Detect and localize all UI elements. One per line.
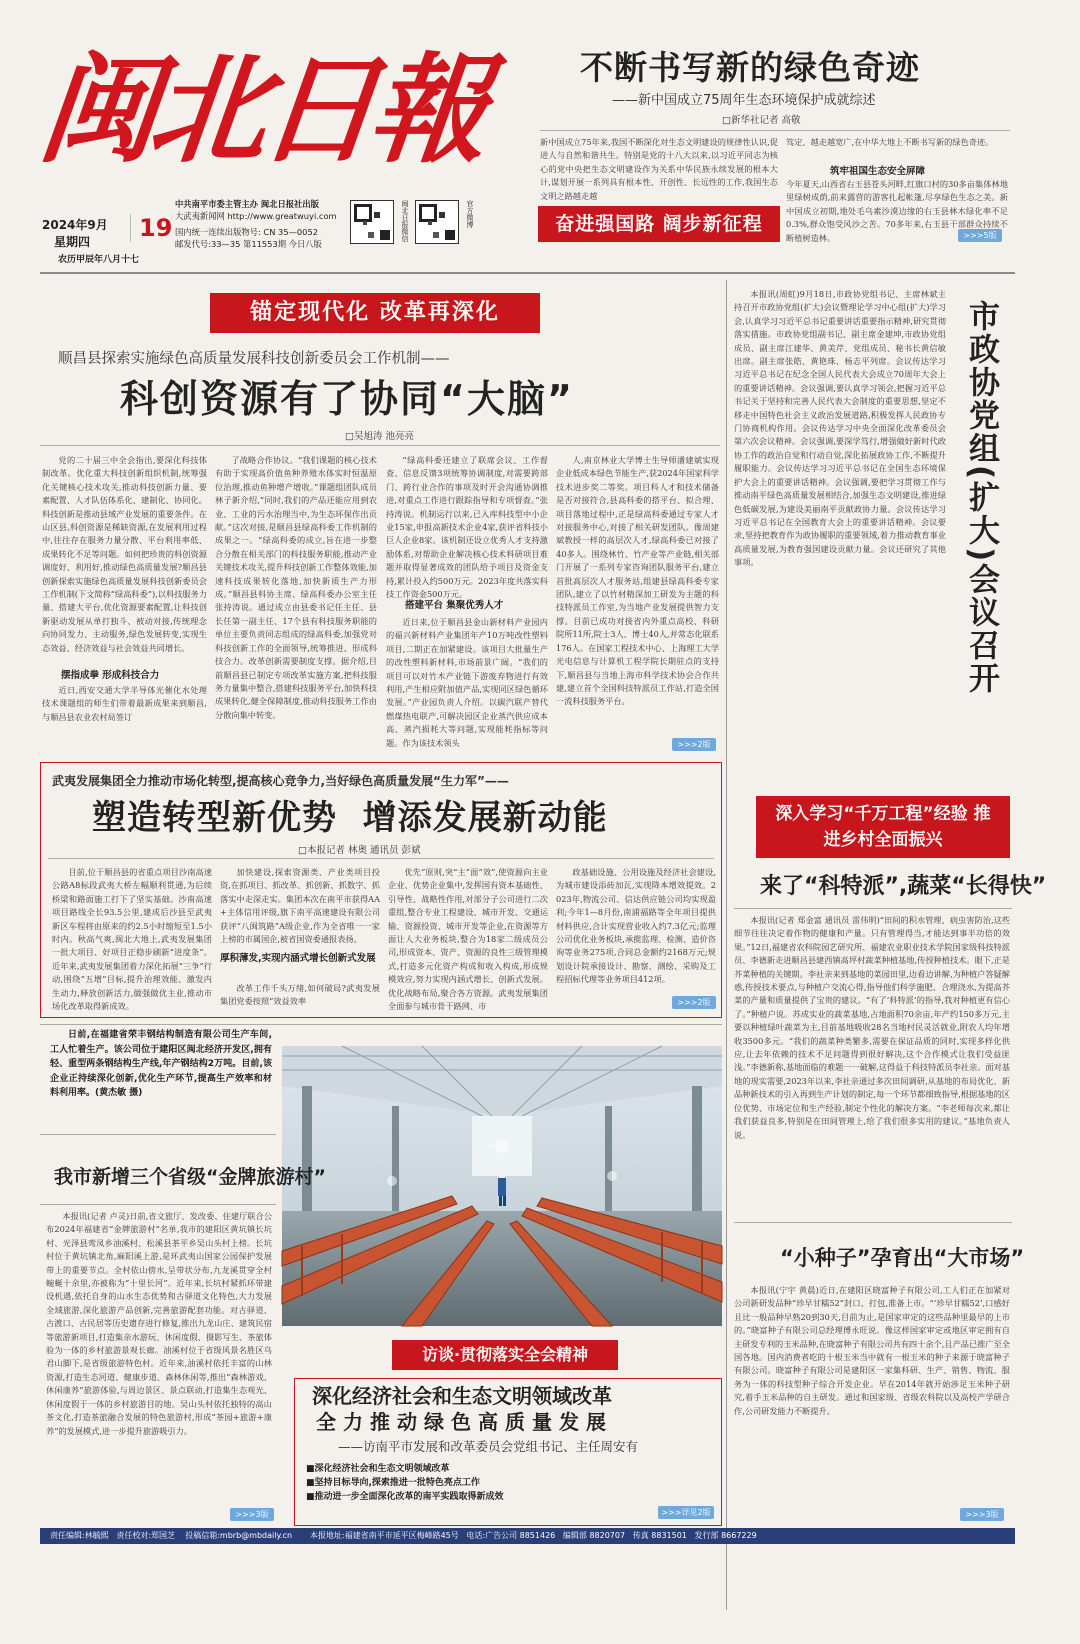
steel-factory-photo	[282, 1046, 722, 1326]
newspaper-name: 闽北日報	[32, 40, 488, 179]
seed-story-text	[734, 1284, 1010, 1502]
square-bullet-icon: ■	[306, 1464, 315, 1474]
wuyi-headline: 塑造转型新优势 增添发展新动能	[92, 798, 608, 838]
weibo-qr-label: 官方微博	[466, 200, 474, 228]
reform-col2	[215, 454, 377, 752]
top-story-col2b: 今年夏天,山西省右玉县苍头河畔,红旗口村的30多亩集体林地里绿树成荫,前来露营的游客扎起帐篷,尽享绿色生态之美。新中国成立初期,地处毛乌素沙漠边缘的右玉县林木绿化率不足0.3%,群众饱受风沙之苦。70多年来,右玉县干部群众持续不断植树造林。	[786, 179, 1008, 243]
interview-point-text: 坚持目标导向,探索推进一批特色亮点工作	[314, 1478, 480, 1488]
tourism-story-body: 本报讯(记者 卢灵)日前,省文旅厅、发改委、住建厅联合公布2024年福建省“金牌旅游村”名单,我市的建阳区黄坑镇长坑村、光泽县鸾凤乡油溪村、松溪县茶平乡吴山头村上榜。长坑村位于黄坑镇北角,麻阳溪上游,是环武夷山国家公园保护发展带上的重要节点。全村依山傍水,呈带状分布,九龙溪贯穿全村蜿蜒十余里,亦被称为“十里长河”。近年来,长坑村紧抓环带建设机遇,依托自身的山水生态优势和古驿道文化特色,大力发展全域旅游,深化旅游产品创新,完善旅游配套功能。对古驿道、古渡口、古民居等历史遗存进行修复,推出九龙山庄、建筑民宿等旅游新项目,打造集亲水游玩、休闲度假、摄影写生、茶旅体验为一体的乡村旅游景观长廊。油溪村位于省级风景名胜区乌君山脚下,是省级旅游特色村。近年来,油溪村依托丰富的山林资源,打造生态河道、健康步道、森林休闲等,推出“森林游戏、休闲康养”旅游体验,与周边景区、景点联动,打造集生态观光、休闲度假于一体的乡村旅游目的地。吴山头村依托独特的高山茶文化,打造茶旅融合发展的特色旅游村,形成“茶园+旅游+康养”的发展模式,进一步提升旅游吸引力。	[46, 1211, 272, 1436]
interview-subtitle: ——访南平市发展和改革委员会党组书记、主任周安有	[338, 1439, 639, 1454]
wuyi-byline-text: 本报记者 林奥 通讯员 彭斌	[306, 845, 421, 856]
square-bullet-icon: ■	[306, 1478, 315, 1488]
footer-proof: 责任校对:郑国芝	[116, 1531, 176, 1540]
wechat-qr-code[interactable]	[350, 200, 394, 244]
wuyi-col2b	[220, 982, 380, 1012]
top-headline: 不断书写新的绿色奇迹	[580, 48, 920, 87]
top-story-col2: 笃定、越走越宽广,在中华大地上不断书写新的绿色奇迹。	[786, 137, 994, 147]
seed-more-link[interactable]: >>>3版	[960, 1508, 1004, 1521]
publisher-info	[175, 198, 345, 250]
interview-point-text: 推动进一步全面深化改革的南平实践取得新成效	[314, 1492, 504, 1502]
interview-points	[306, 1462, 504, 1504]
byline-box-icon: □	[345, 431, 354, 442]
steel-caption-credit: (黄杰敏 摄)	[95, 1088, 143, 1098]
village-banner	[756, 796, 1010, 858]
reform-col3	[386, 454, 548, 600]
wuyi-more-link[interactable]: >>>2版	[672, 996, 716, 1009]
wuyi-col3	[388, 866, 548, 1012]
issue-date-block	[42, 200, 173, 266]
cpc-meeting-body: 本报讯(周虹)9月18日,市政协党组书记、主席林斌主持召开市政协党组(扩大)会议暨理论学习中心组(扩大)学习会,认真学习习近平总书记重要讲话重要指示精神,研究贯彻落实措施。市政协党组副书记、副主席金建坤,市政协党组成员、副主席江建华、黄美芹、党组成员、秘书长黄信敏出席。副主席张皓、黄艳珠、杨志平列席。会议传达学习习近平总书记在纪念全国人民代表大会成立70周年大会上的重要讲话精神。会议强调,要认真学习领会,把握习近平总书记关于坚持和完善人民代表大会制度的重要思想,坚定不移走中国特色社会主义政治发展道路,积极发挥人民政协专门协商机构作用。会议传达学习中央全面深化改革委员会第六次会议精神。会议强调,要深学笃行,增强做好新时代政协工作的政治自觉和行动自觉,深化拓展政协工作,不断提升履职能力。会议传达学习习近平总书记在全国生态环境保护大会上的重要讲话精神。会议强调,要把学习贯彻工作与推动南平绿色高质量发展相结合,加强生态文明建设,推进绿色低碳发展,为建设美丽南平贡献政协力量。会议传达学习习近平总书记在全国教育大会上的重要讲话精神。会议要求,坚持把教育作为政协履职的重要领域,着力推动教育事业高质量发展,为教育强国建设贡献力量。会议还研究了其他事项。	[734, 289, 946, 568]
interview-banner: 访谈·贯彻落实全会精神	[392, 1340, 618, 1370]
footer-address: 本报地址:福建省南平市延平区梅峰路45号	[309, 1531, 459, 1540]
issue-date: 2024年9月	[42, 218, 108, 232]
page-footer	[40, 1528, 1015, 1544]
reform-kicker: 顺昌县探索实施绿色高质量发展科技创新委员会工作机制——	[58, 351, 450, 367]
wechat-qr-label: 闽北日报微信	[401, 200, 409, 242]
wuyi-col2-text: 加快建设,探索资源类、产业类项目投资,在抓项目、抓改革、抓创新、抓数字、抓落实中走深走实。集团本次在南平市获得AA+主体信用评级,旗下南平高速建设有限公司获评“八闽筑路”A级企业,作为全省唯一一家上榜的市属国企,被省国资委通报表扬。	[220, 867, 380, 945]
cpc-meeting-headline: 市政协党组(扩大)会议召开	[963, 300, 999, 696]
wuyi-col3-text: 优先”原则,突“主”面“效”,使资源向主业企业、优势企业集中,发挥国有资本基础性、引导性、战略性作用,对部分子公司进行二次重组,整合专业工程建设、城市开发、交通运输、资源投资、城市开发等企业,在资源等方面让人大业务板块,整合为18家二级成员公司,形成资本、资产、资源的良性三级管理模式,打造多元化资产构成和收入构成,形成规模效应,努力实现内涵式增长、创新式发展。优化战略布局,聚合各方资源。武夷发展集团全面参与城市骨干路网、市	[388, 867, 548, 1012]
reform-col2-text: 了战略合作协议。“我们课题的核心技术有助于实现高价值鱼种养殖水体实时恒温原位治理,推动鱼种增产增收。”课题组团队成员林子新介绍,“同时,我们的产品还能应用到农业、工业的污水治理当中,为生态环保作出贡献。”这次对接,是顺昌县绿高科委工作机制的成果之一。“绿高科委的成立,旨在进一步整合分散在相关部门的科技服务职能,推动产业关键技术攻关,提升科技创新工作整体效能,加速科技成果转化落地,加快新质生产力形成。”顺昌县科协主席、绿高科委办公室主任张持涛说。通过成立由县委书记任主任、县长任第一副主任、17个县有科技服务职能的单位主要负责同志组成的绿高科委,加强党对科技创新工作的全面领导,统筹推进、形成科技合力。改革创新需要制度支撑。据介绍,目前顺昌县已制定专项改革实施方案,把科技服务力量集中整合,搭建科技服务平台,加快科技成果转化,健全保障制度,推动科技服务工作由分散向集中转变。	[215, 455, 377, 720]
top-story-col1: 新中国成立75年来,我国不断深化对生态文明建设的规律性认识,促进人与自然和谐共生。特别是党的十八大以来,以习近平同志为核心的党中央把生态文明建设作为关系中华民族永续发展的根本大计,谋划开展一系列具有根本性、开创性、长远性的工作,我国生态文明之路越走越	[540, 137, 778, 201]
website-link[interactable]: 大武夷新闻网 http://www.greatwuyi.com	[175, 211, 337, 221]
top-byline-text: 新华社记者 高敬	[730, 115, 801, 126]
postal-code: 邮发代号:33—35 第11553期 今日八版	[175, 239, 322, 249]
top-story-subhead: 筑牢祖国生态安全屏障	[830, 166, 926, 177]
footer-fax: 传真 8831501	[632, 1531, 687, 1540]
seed-headline: “小种子”孕育出“大市场”	[780, 1246, 1025, 1270]
masthead-logo	[32, 40, 510, 185]
byline-box-icon: □	[722, 115, 731, 126]
reform-col1b-text: 近日,西安交通大学半导体光催化水处理技术课题组的师生们带着最新成果来到顺昌,与顺昌县农业农村局签订	[42, 685, 207, 722]
wuyi-byline	[298, 842, 421, 856]
sponsor-line: 中共南平市委主管主办 闽北日报社出版	[175, 199, 319, 209]
weibo-qr-code[interactable]	[415, 200, 459, 244]
village-headline: 来了“科特派”,蔬菜“长得快”	[760, 874, 1047, 899]
footer-email[interactable]: 投稿信箱:mbrb@mbdaily.cn	[185, 1531, 293, 1540]
lunar-date: 农历甲辰年八月十七	[58, 255, 140, 265]
reform-col3-text: “绿高科委还建立了联席会议、工作督查、信息反馈3项统筹协调制度,对需要跨部门、跨行业合作的事项及时开会沟通协调推进,对重点工作进行跟踪指导和专项督查。”张持涛说。机制运行以来,已入库科技型中小企业15家,申报高新技术企业4家,获评省科技小巨人企业8家。该机制还设立优秀人才支持激励体系,对帮助企业解决核心技术科研项目难题并取得显著成效的团队给予项目及资金支持,累计投入约500万元。2023年度共落实科技工作资金500万元。	[386, 455, 548, 600]
reform-col3b	[386, 616, 548, 752]
wuyi-col1	[52, 866, 212, 1012]
cpc-meeting-text	[734, 288, 946, 750]
steel-photo-caption	[50, 1028, 272, 1128]
interview-more-link[interactable]: >>>详见2版	[658, 1506, 714, 1519]
tourism-more-link[interactable]: >>>3版	[230, 1508, 274, 1521]
issue-weekday: 星期四	[54, 235, 91, 249]
wuyi-col1-text: 目前,位于顺昌县的省重点项目沙南高速公路A8标段武夷大桥左幅顺利贯通,为后续桥梁和路面施工打下了坚实基础。沙南高速项目路线全长93.5公里,建成后沙县至武夷新区车程将由原来的约2.5小时缩短至1.5小时内。秋高气爽,闽北大地上,武夷发展集团一批大项目、好项目正稳步刷新“进度条”。近年来,武夷发展集团着力深化拓展“三争”行动,围绕“五增”目标,提升治理效能、激发内生动力,释放创新活力,做强做优主业,推动市场化改革取得新成效。	[52, 867, 212, 1012]
village-banner-text: 深入学习“千万工程”经验 推进乡村全面振兴	[775, 804, 991, 850]
interview-point	[306, 1476, 504, 1490]
footer-phone: 电话:广告公司 8851426	[466, 1531, 556, 1540]
page-number: 19	[130, 214, 172, 242]
reform-col1b	[42, 684, 207, 752]
reform-subhead2: 搭建平台 集聚优秀人才	[405, 600, 504, 611]
wuyi-col2b-text: 改革工作千头万绪,如何破局?武夷发展集团党委按照“效益效率	[220, 983, 380, 1007]
wuyi-col4-text: 政基础设施、公用设施及经济社会建设,为城市建设添砖加瓦,实现降本增效提效。2023年,物流公司、信达供应链公司均实现盈利;今年1—8月份,南浦福路等全年项目提供材料供应,合计实现营业收入约7.3亿元;监理公司优化业务板块,承揽监理、检测、造价咨询等业务275项,合同总金额约2168万元;规划设计院承接设计、勘察、测绘、采购及工程招标代理等业务项目412项。	[556, 867, 716, 985]
top-byline	[722, 112, 801, 126]
top-story-more-link[interactable]: >>>5版	[958, 229, 1002, 242]
reform-more-link[interactable]: >>>2版	[672, 738, 716, 751]
reform-banner: 锚定现代化 改革再深化	[210, 293, 540, 333]
interview-headline-2: 全力推动绿色高质量发展	[316, 1410, 613, 1434]
reform-col3b-text: 近日来,位于顺昌县金山新材料产业园内的福兴新材料产业集团年产10万吨改性塑料项目,二期正在加紧建设。该项目大批量生产的改性塑料新材料,市场前景广阔。“我们的项目可以对竹木产业链下游废弃物进行有效利用,产生相应附加值产品,实现同区绿色循环发展。”产业园负责人介绍。以碳汽联产替代燃煤热电联产,可解决园区企业蒸汽供应成本高、蒸汽损耗大等问题,实现能耗指标等问题。作为该技术领头	[386, 617, 548, 748]
reform-col1-text: 党的二十届三中全会指出,要深化科技体制改革。优化重大科技创新组织机制,统筹强化关键核心技术攻关,推动科技创新力量、要素配置、人才队伍体系化、建制化、协同化。科技创新是推动县域产业发展的重要条件。在山区县,科创资源是稀缺资源,在发展利用过程中,往往存在服务力量分散、平台利用率低、成果转化不足等问题。如何把珍贵的科创资源调度好、利用好,推动绿色高质量发展?顺昌县创新探索实施绿色高质量发展科技创新委员会工作机制(下文简称“绿高科委”),以科技服务力量、搭建大平台,优化资源要素配置,让科技创新驱动发展从单打独斗、被动对接,传统理念向协同发力、主动服务,绿色发展转变,实现生态效益、经济效益与社会效益共同增长。	[42, 455, 207, 653]
byline-box-icon: □	[298, 845, 307, 856]
footer-edit-dept: 编辑部 8820707	[562, 1531, 626, 1540]
reform-col4-text: 人,南京林业大学博士生导师潘建斌实现企业低成本绿色节能生产,获2024年国家科学技术进步奖二等奖。项目科人才和技术储备是否对接符合,县高科委的搭平台、拟合理、项目落地过程中,正是绿高科委通过专家人才对接服务中心,对接了相关研发团队。像周建斌教授一样的高层次人才,绿高科委已对接了40多人。围绕林竹、竹产业等产业链,相关部门开展了一系列专家咨询团队服务平台,建立首批高层次人才服务站,组建县绿高科委专家团队,建立了以竹材精深加工研发为主题的科技特派员工作室,为当地产业发展提供智力支撑。目前已成功对接省内外重点高校、科研院所11所,院士3人、博士40人,并常态化联系176人。在国家工程技术中心、上海理工大学光电信息与计算机工程学院长期驻点的支持下,顺昌县与当地上海市科学技术协会合作共建,建立首个全国科技特派员工作站,打造全国一流科技服务平台。	[556, 455, 720, 707]
interview-point	[306, 1490, 504, 1504]
strong-nation-banner: 奋进强国路 阔步新征程	[538, 206, 780, 242]
wuyi-col2	[220, 866, 380, 948]
footer-editor: 责任编辑:林毓熙	[50, 1531, 109, 1540]
interview-headline-1: 深化经济社会和生态文明领域改革	[312, 1384, 612, 1408]
village-story-text	[734, 914, 1010, 1208]
square-bullet-icon: ■	[306, 1492, 315, 1502]
interview-point-text: 深化经济社会和生态文明领域改革	[314, 1464, 450, 1474]
tourism-story-text	[46, 1210, 272, 1502]
village-story-body: 本报讯(记者 郑金富 通讯员 雷伟明)“田间的积水管理、病虫害防治,这些细节往往决定着作物的健康和产量。只有管理得当,才能达到事半功倍的效果。”12日,福建省农科院园艺研究所、福建农业职业技术学院国家级科技特派员、李德新走进顺昌县建西镇高坪村蔬菜种植基地,传授种植技术。眼下,正是芥菜种植的关键期。李社亲来到基地的菜园田里,边看边讲解,为种植户答疑解惑,传授技术要点,与种植户交流心得,指导他们科学施肥、合理浇水,为提高芥菜的产量和质量提供了宝贵的建议。“有了‘科特派’的指导,我对种植更有信心了。”种植户说。苏成实业的蔬菜基地,占地面积70余亩,年产约150多万元,主要以种植绿叶蔬菜为主,目前基地吸收28名当地村民灵活就业,附农人均年增收3500多元。“我们的蔬菜种类繁多,需要在保证品质的同时,实现多样化供应,让去年依赖的技术不足问题得到很好解决,这个合作模式让我们受益匪浅。”李德新称,基地面临的难题一一破解,这得益于科技特派员李社亲。面对基地的现实需要,2023年以来,李社亲通过多次田间调研,从基地的布局优化、新品种新技术的引入再到生产计划的制定,每一个环节都细致指导,根据基地的区位优势、市场定位和生产经验,制定个性化的解决方案。“李老师每次来,都让我们获益良多,特别是在田间管理上,给了我们很多实用的建议。”基地负责人说。	[734, 915, 1010, 1140]
reform-headline: 科创资源有了协同“大脑”	[120, 377, 574, 421]
reform-byline	[345, 428, 414, 442]
wuyi-col4	[556, 866, 716, 992]
steel-caption-text: 日前,在福建省荣丰钢结构制造有限公司生产车间,工人忙着生产。该公司位于建阳区闽北经济开发区,拥有轻、重型两条钢结构生产线,年产钢结构2万吨。目前,该企业正持续深化创新,优化生产环节,提高生产效率和材料利用率。	[50, 1030, 272, 1098]
cn-number: 国内统一连续出版物号: CN 35—0052	[175, 227, 319, 237]
footer-distribution: 发行部 8667229	[694, 1531, 757, 1540]
wuyi-subhead: 厚积薄发,实现内涵式增长创新式发展	[220, 953, 376, 964]
tourism-headline: 我市新增三个省级“金牌旅游村”	[54, 1166, 326, 1188]
top-subtitle: ——新中国成立75周年生态环境保护成就综述	[612, 93, 876, 108]
interview-point	[306, 1462, 504, 1476]
seed-story-body: 本报讯(宁宇 黄晨)近日,在建阳区晓富种子有限公司,工人们正在加紧对公司新研发品种“珍早甘糯52”封口、打包,准备上市。“‘珍早甘糯52’,口感好且比一般品种早熟20到30天,目前为止,是国家审定的这些品种里最早的上市的。”晓富种子有限公司总经理傅永旺说。像这样国家审定或地区审定拥有自主研发专利的玉米品种,在晓富种子有限公司共有四十余个,且产品已推广至全国各地。国内消费者吃的十根玉米当中就有一根玉米的种子来源于晓富种子有限公司。晓富种子有限公司是建阳区一家集科研、生产、销售、物流、服务为一体的科技型种子综合开发企业。早在2014年就开始涉足玉米种子研究,着手玉米品种的自主研发。通过和国家级、省级农科院以及高校产学研合作,公司研发能力不断提升。	[734, 1285, 1010, 1416]
reform-col4	[556, 454, 719, 734]
reform-byline-text: 吴旭涛 池亮亮	[353, 431, 415, 442]
wuyi-kicker: 武夷发展集团全力推动市场化转型,提高核心竞争力,当好绿色高质量发展“生力军”——	[52, 774, 509, 788]
reform-subhead1: 摆指成拳 形成科技合力	[42, 668, 207, 683]
